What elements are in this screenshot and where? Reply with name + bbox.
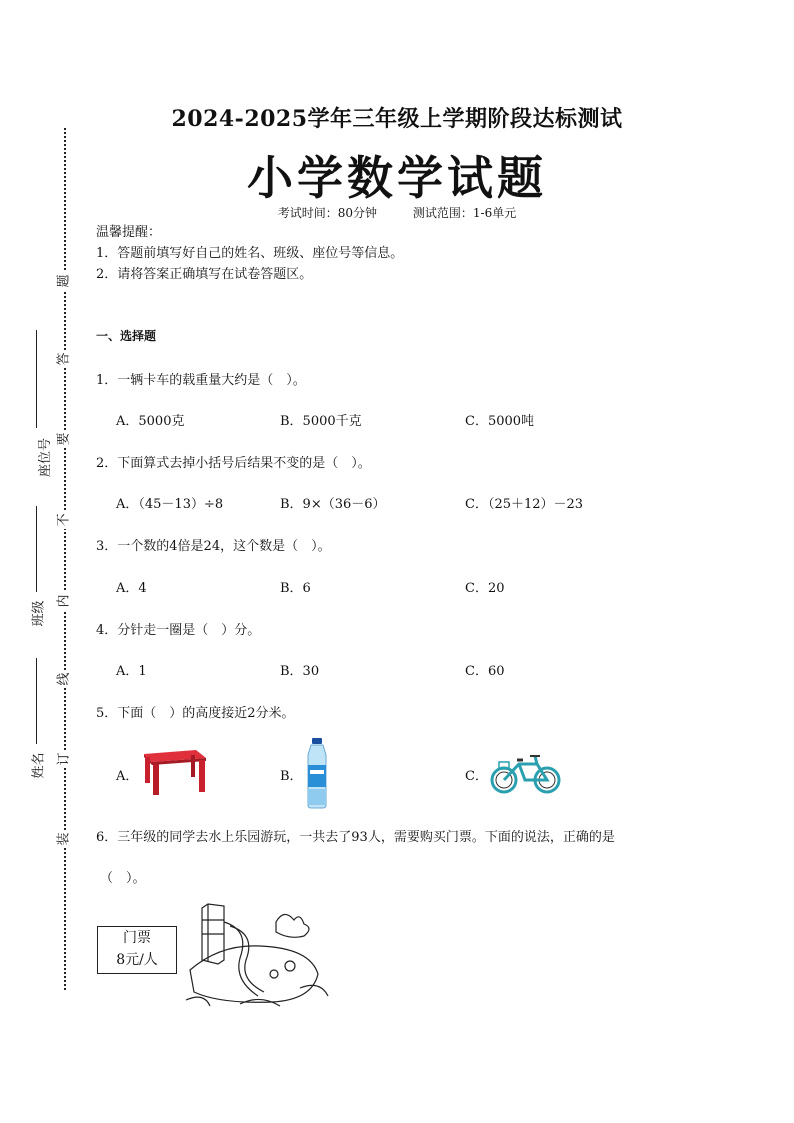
exam-scope: 测试范围：1-6单元 — [412, 206, 517, 220]
question-2-stem: 2．下面算式去掉小括号后结果不变的是（ ）。 — [96, 456, 371, 471]
q3-option-a[interactable]: A．4 — [116, 581, 147, 596]
q3-option-b[interactable]: B．6 — [280, 581, 311, 596]
seal-char: 要 — [56, 430, 74, 448]
q5-option-b[interactable]: B． — [280, 769, 303, 784]
ticket-label: 门票 — [123, 930, 151, 946]
q2-option-a[interactable]: A．（45－13）÷8 — [116, 497, 224, 512]
q2-option-c[interactable]: C．（25＋12）－23 — [465, 497, 584, 512]
q5-option-c[interactable]: C． — [465, 769, 488, 784]
question-1-stem: 1．一辆卡车的载重量大约是（ ）。 — [96, 373, 306, 388]
q1-option-a[interactable]: A．5000克 — [116, 414, 185, 429]
tips-heading: 温馨提醒： — [96, 225, 162, 240]
seal-char: 内 — [56, 592, 74, 610]
seat-number-label: 座位号 — [38, 437, 54, 478]
q1-option-b[interactable]: B．5000千克 — [280, 414, 362, 429]
question-6-stem-line1: 6．三年级的同学去水上乐园游玩，一共去了93人，需要购买门票。下面的说法，正确的是 — [96, 830, 615, 845]
seal-char: 线 — [56, 670, 74, 688]
exam-subtitle: 2024-2025学年三年级上学期阶段达标测试 — [171, 106, 623, 132]
seal-char: 不 — [56, 511, 74, 529]
ticket-price-box — [97, 926, 177, 974]
q2-option-b[interactable]: B．9×（36－6） — [280, 497, 386, 512]
question-4-stem: 4．分针走一圈是（ ）分。 — [96, 623, 261, 638]
q4-option-a[interactable]: A．1 — [116, 664, 147, 679]
q4-option-b[interactable]: B．30 — [280, 664, 320, 679]
q5-option-a[interactable]: A． — [116, 769, 139, 784]
q4-option-c[interactable]: C．60 — [465, 664, 505, 679]
red-table-image[interactable] — [138, 746, 208, 796]
exam-time: 考试时间：80分钟 — [277, 206, 378, 220]
seal-char: 题 — [56, 272, 74, 290]
exam-meta — [0, 204, 794, 221]
tip-item: 1．答题前填写好自己的姓名、班级、座位号等信息。 — [96, 246, 404, 261]
question-3-stem: 3．一个数的4倍是24，这个数是（ ）。 — [96, 539, 331, 554]
question-6-stem-line2: （ ）。 — [100, 871, 146, 886]
class-label: 班级 — [31, 600, 47, 627]
ticket-price: 8元/人 — [116, 952, 158, 968]
tips-block — [96, 222, 403, 285]
binding-dotted-line — [64, 128, 66, 990]
q3-option-c[interactable]: C．20 — [465, 581, 505, 596]
section-title: 一、选择题 — [96, 329, 157, 343]
water-park-illustration — [180, 900, 335, 1012]
question-5-stem: 5．下面（ ）的高度接近2分米。 — [96, 706, 295, 721]
name-label: 姓名 — [31, 752, 47, 779]
bicycle-image[interactable] — [489, 750, 563, 796]
q1-option-c[interactable]: C．5000吨 — [465, 414, 535, 429]
exam-title: 小学数学试题 — [247, 151, 547, 205]
seal-char: 订 — [56, 750, 74, 768]
water-bottle-image[interactable] — [302, 737, 332, 809]
seal-char: 答 — [56, 350, 74, 368]
tip-item: 2．请将答案正确填写在试卷答题区。 — [96, 267, 313, 282]
seal-char: 装 — [56, 830, 74, 848]
